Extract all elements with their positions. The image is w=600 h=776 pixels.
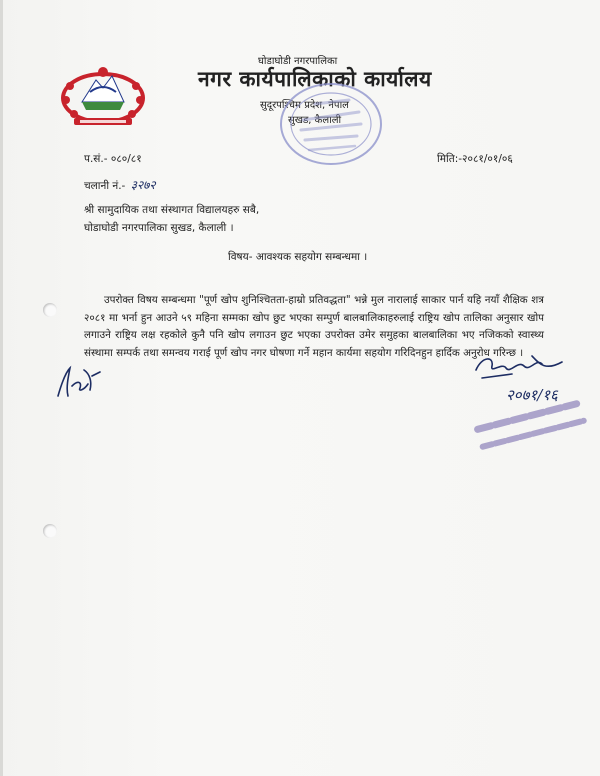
address-line-2: सुखड, कैलाली — [288, 115, 342, 126]
officer-name-stamp-icon — [468, 392, 594, 462]
punch-hole — [43, 303, 57, 317]
recipient-line-1: श्री सामुदायिक तथा संस्थागत विद्यालयहरु सबै, — [84, 204, 260, 216]
reference-number: प.सं.- ०८०/८१ — [84, 153, 142, 165]
subject-line: विषय- आवश्यक सहयोग सम्बन्धमा । — [228, 251, 368, 263]
initials-signature-icon — [52, 362, 112, 402]
letter-date: मिति:-२०८१/०१/०६ — [437, 153, 513, 165]
dispatch-number — [84, 176, 156, 193]
address-line-1: सुदूरपश्चिम प्रदेश, नेपाल — [260, 100, 349, 111]
letter-body: उपरोक्त विषय सम्बन्धमा "पूर्ण खोप शुनिश्चितता-हाम्रो प्रतिवद्धता" भन्ने मुल नारालाई साकार पार्न यहि नयाँ शैक्षिक शत्र २०८१ मा भर्ना हुन आउने ५९ महिना सम्मका खोप छुट भएका सम्पुर्ण बालबालिकाहरुलाई राष्ट्रिय खोप तालिका अनुसार खोप लगाउने राष्ट्रिय लक्ष रहकोले कुनै पनि खोप लगाउन छुट भएका उपरोक्त उमेर समुहका बालबालिका भए नजिकको स्वास्थ्य संस्थामा सम्पर्क तथा समन्वय गराई पूर्ण खोप नगर घोषणा गर्ने महान कार्यमा सहयोग गरिदिनहुन हार्दिक अनुरोध गरिन्छ । — [84, 294, 544, 359]
office-round-stamp-icon — [275, 80, 383, 170]
office-title: नगर कार्यपालिकाको कार्यालय — [198, 67, 432, 91]
punch-hole — [43, 524, 57, 538]
dispatch-label: चलानी नं.- — [84, 180, 126, 192]
recipient-line-2: घोडाघोडी नगरपालिका सुखड, कैलाली । — [84, 222, 234, 234]
nepal-emblem-icon — [60, 62, 146, 128]
municipality-name: घोडाघोडी नगरपालिका — [258, 56, 338, 67]
dispatch-value: ३२७२ — [130, 178, 156, 192]
signature-date: २०७१/१६ — [506, 386, 558, 404]
